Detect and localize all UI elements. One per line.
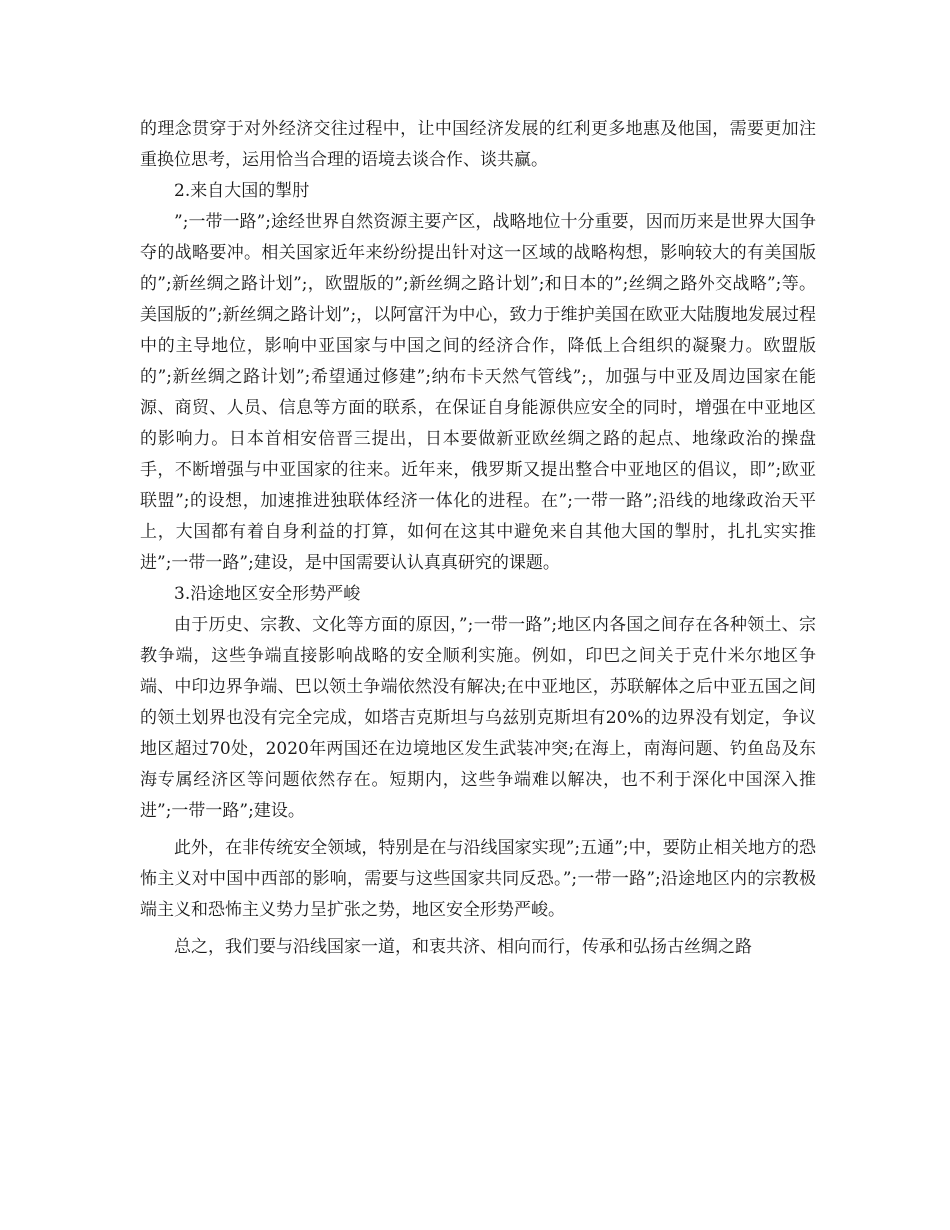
paragraph-great-power-constraints: ”;一带一路”;途经世界自然资源主要产区，战略地位十分重要，因而历来是世界大国争夺的战略要冲。相关国家近年来纷纷提出针对这一区域的战略构想，影响较大的有美国版的”;新丝绸之路计划”;，欧盟版的”;新丝绸之路计划”;和日本的”;丝绸之路外交战略”;等。美国版的”;新丝绸之路计划”;，以阿富汗为中心，致力于维护美国在欧亚大陆腹地发展过程中的主导地位，影响中亚国家与中国之间的经济合作，降低上合组织的凝聚力。欧盟版的”;新丝绸之路计划”;希望通过修建”;纳布卡天然气管线”;，加强与中亚及周边国家在能源、商贸、人员、信息等方面的联系，在保证自身能源供应安全的同时，增强在中亚地区的影响力。日本首相安倍晋三提出，日本要做新亚欧丝绸之路的起点、地缘政治的操盘手，不断增强与中亚国家的往来。近年来，俄罗斯又提出整合中亚地区的倡议，即”;欧亚联盟”;的设想，加速推进独联体经济一体化的进程。在”;一带一路”;沿线的地缘政治天平上，大国都有着自身利益的打算，如何在这其中避免来自其他大国的掣肘，扎扎实实推进”;一带一路”;建设，是中国需要认认真真研究的课题。 [140, 212, 816, 573]
section-heading-3: 3.沿途地区安全形势严峻 [174, 584, 361, 604]
document-body [140, 114, 816, 963]
paragraph-non-traditional-security: 此外，在非传统安全领域，特别是在与沿线国家实现”;五通”;中，要防止相关地方的恐怖主义对中国中西部的影响，需要与这些国家共同反恐。”;一带一路”;沿途地区内的宗教极端主义和恐怖主义势力呈扩张之势，地区安全形势严峻。 [140, 838, 816, 920]
paragraph-continuation: 的理念贯穿于对外经济交往过程中，让中国经济发展的红利更多地惠及他国，需要更加注重换位思考，运用恰当合理的语境去谈合作、谈共赢。 [140, 119, 816, 170]
section-heading-2: 2.来自大国的掣肘 [174, 181, 310, 201]
paragraph-conclusion: 总之，我们要与沿线国家一道，和衷共济、相向而行，传承和弘扬古丝绸之路 [174, 937, 752, 957]
paragraph-regional-security: 由于历史、宗教、文化等方面的原因，”;一带一路”;地区内各国之间存在各种领土、宗教争端，这些争端直接影响战略的安全顺利实施。例如，印巴之间关于克什米尔地区争端、中印边界争端、巴以领土争端依然没有解决;在中亚地区，苏联解体之后中亚五国之间的领土划界也没有完全完成，如塔吉克斯坦与乌兹别克斯坦有20%的边界没有划定，争议地区超过70处，2020年两国还在边境地区发生武装冲突;在海上，南海问题、钓鱼岛及东海专属经济区等问题依然存在。短期内，这些争端难以解决，也不利于深化中国深入推进”;一带一路”;建设。 [140, 615, 816, 821]
